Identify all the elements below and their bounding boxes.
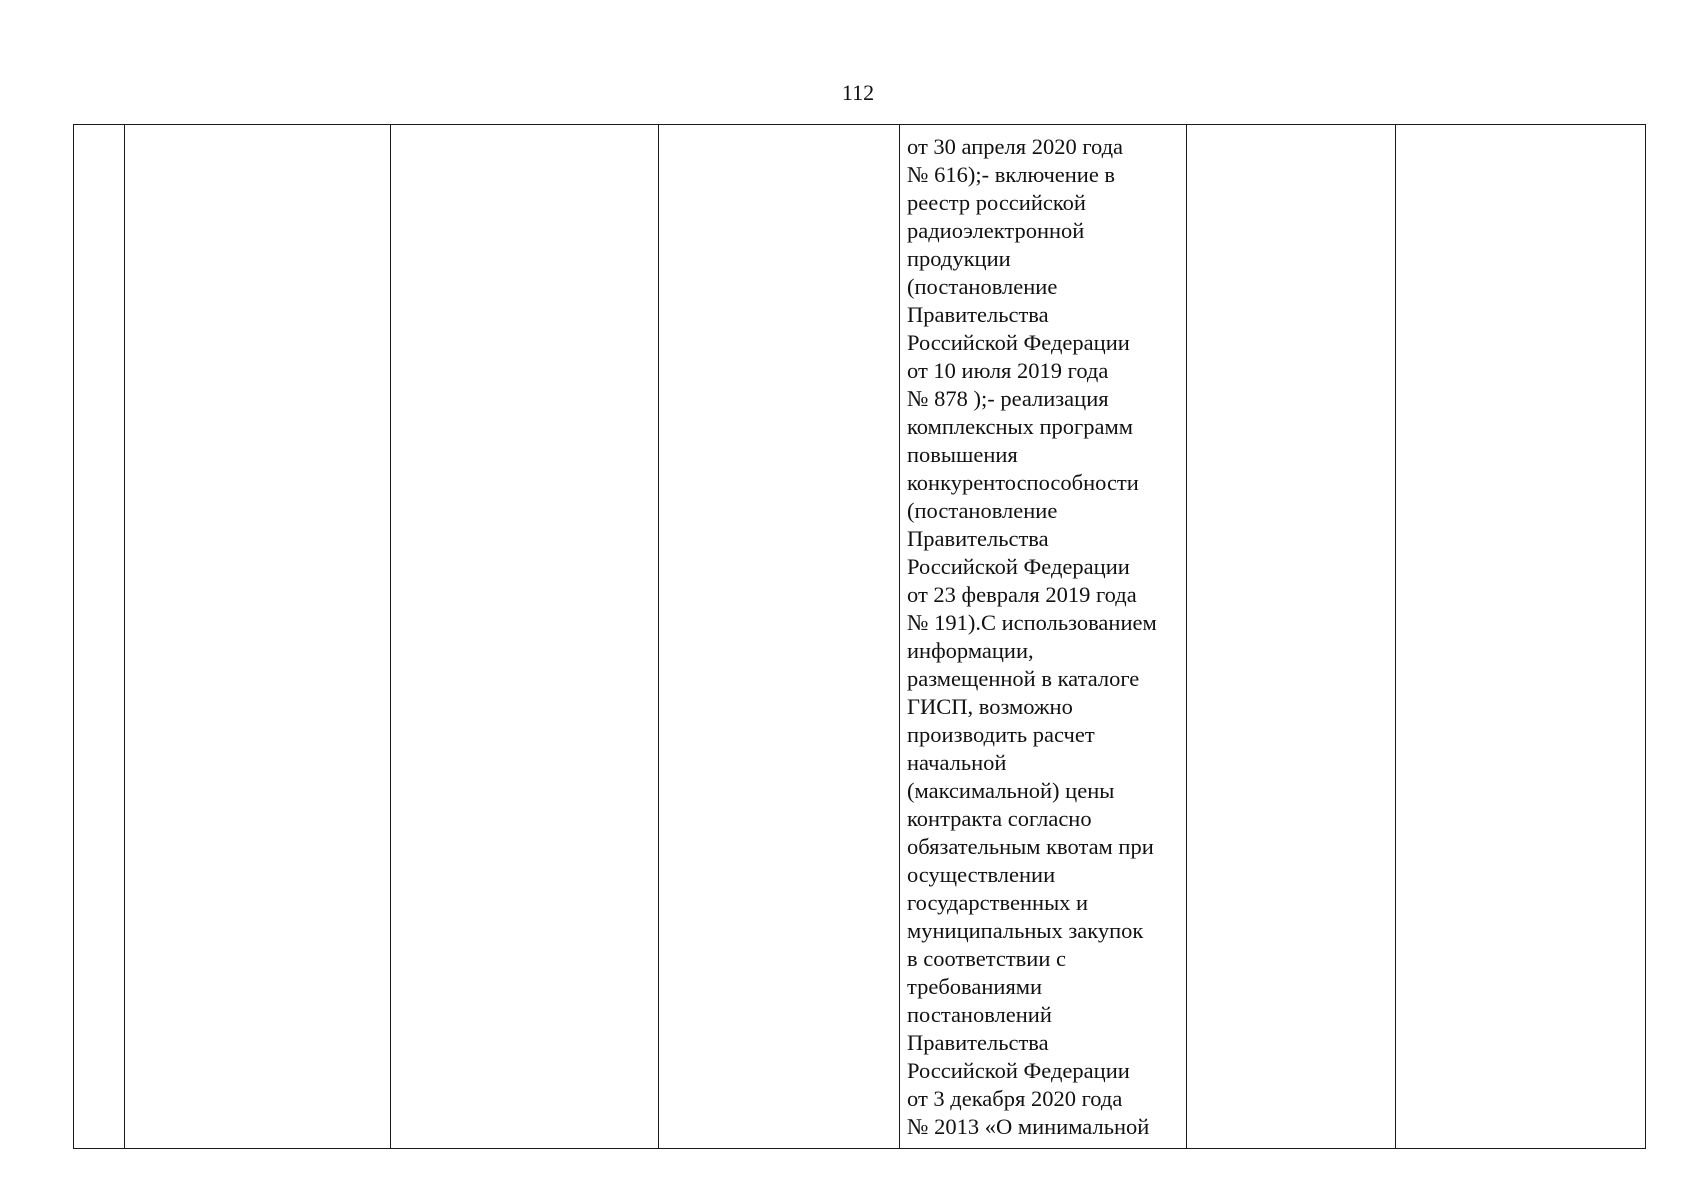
document-table xyxy=(73,124,1646,1149)
table-cell xyxy=(391,125,659,1149)
table-cell xyxy=(1187,125,1396,1149)
table-row xyxy=(74,125,1646,1149)
description-text: от 30 апреля 2020 года № 616);- включение в реестр российской радиоэлектронной продукции (постановление Правительства Российской Федерации от 10 июля 2019 года № 878 );- реализация комплексных программ повышения конкурентоспособности (постановление Правительства Российской Федерации от 23 февраля 2019 года № 191).С использованием информации, размещенной в каталоге ГИСП, возможно производить расчет начальной (максимальной) цены контракта согласно обязательным квотам при осуществлении государственных и муниципальных закупок в соответствии с требованиями постановлений Правительства Российской Федерации от 3 декабря 2020 года № 2013 «О минимальной xyxy=(907,134,1157,1139)
table-cell-number xyxy=(74,125,125,1149)
table-cell-description xyxy=(900,125,1187,1149)
page-number: 112 xyxy=(841,80,875,105)
table-cell xyxy=(659,125,900,1149)
table-cell xyxy=(1396,125,1646,1149)
table-cell xyxy=(125,125,391,1149)
